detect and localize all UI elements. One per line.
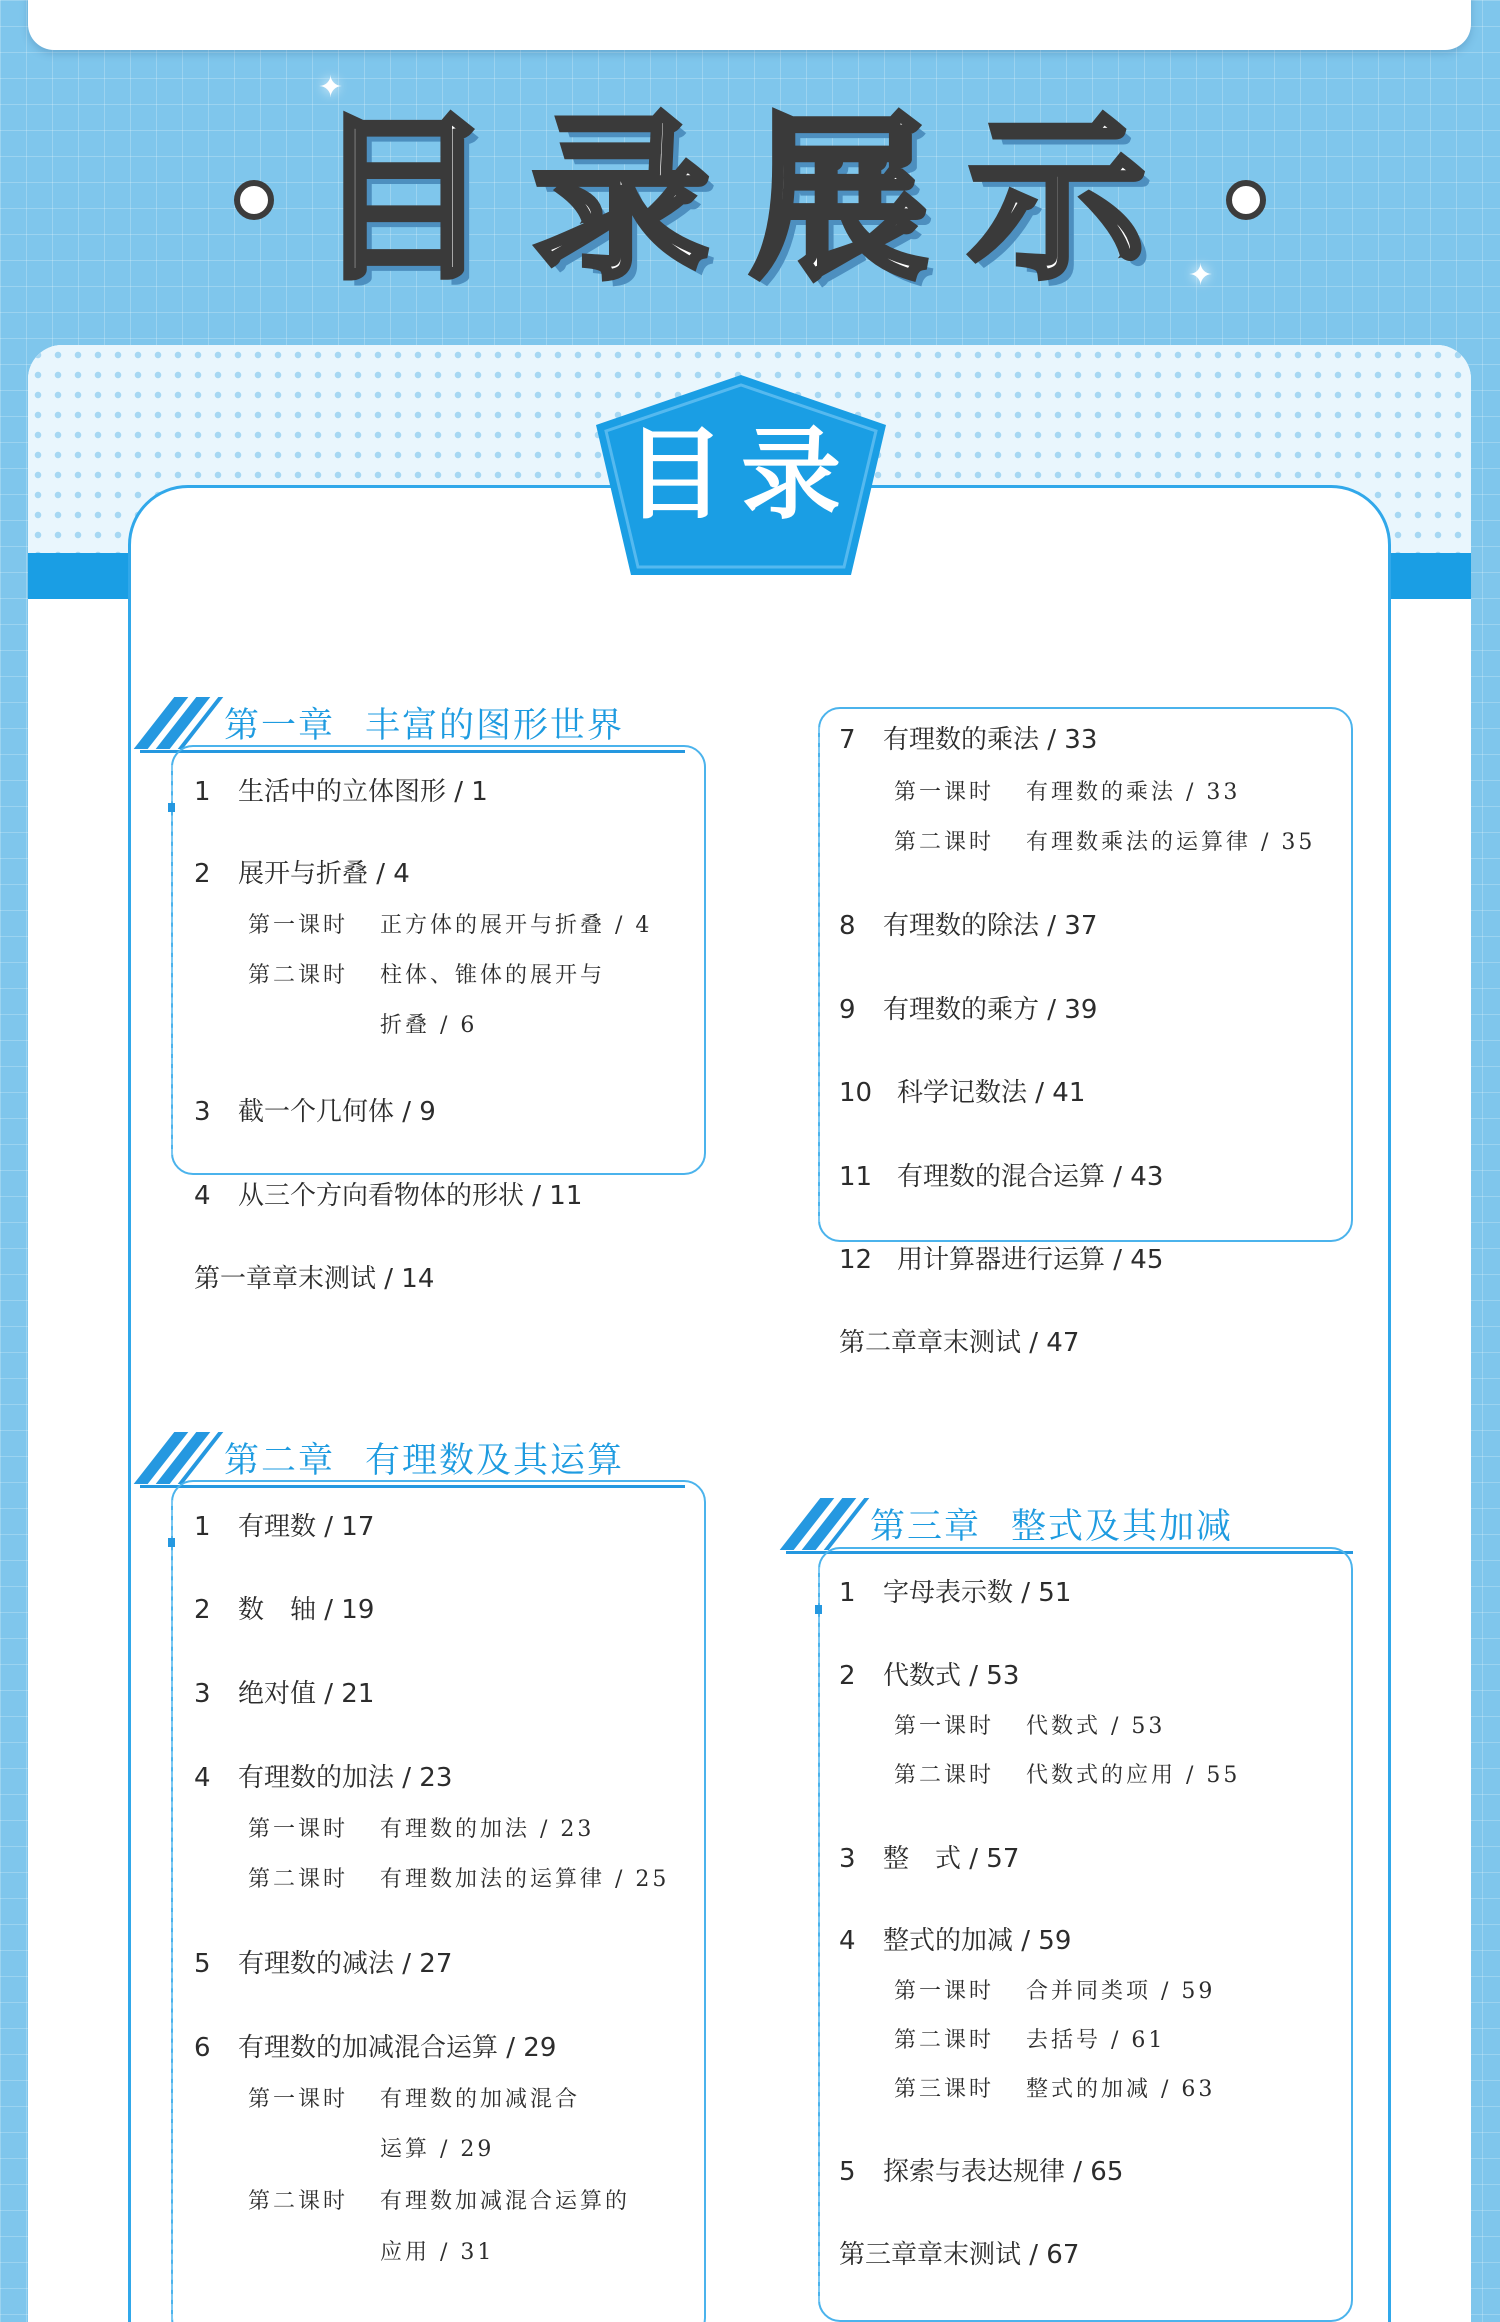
lesson-item[interactable]: 第三课时 整式的加减 / 63: [894, 2077, 1216, 2102]
list-item[interactable]: 4 整式的加减 / 59: [839, 1926, 1072, 1956]
chapter3-test[interactable]: 第三章章末测试 / 67: [839, 2240, 1080, 2270]
list-item[interactable]: 3 绝对值 / 21: [194, 1679, 375, 1709]
bullet-marker: [168, 803, 175, 812]
divider: [818, 1567, 820, 2302]
list-item[interactable]: 5 有理数的减法 / 27: [194, 1949, 453, 1979]
list-item[interactable]: 2 代数式 / 53: [839, 1661, 1020, 1691]
chapter1-test[interactable]: 第一章章末测试 / 14: [194, 1264, 435, 1294]
chapter3-heading: [786, 1498, 1233, 1550]
chapter1-heading: [140, 697, 624, 749]
bullet-marker: [815, 1605, 822, 1614]
banner-title: 目录展示: [314, 96, 1186, 303]
divider: [171, 1500, 173, 2320]
lesson-item[interactable]: 第二课时 有理数加减混合运算的: [248, 2189, 631, 2214]
list-item[interactable]: 4 有理数的加法 / 23: [194, 1763, 453, 1793]
toc-card: [28, 345, 1471, 2322]
chapter2-heading: [140, 1432, 624, 1484]
list-item[interactable]: 10 科学记数法 / 41: [839, 1078, 1086, 1108]
lesson-item[interactable]: 第一课时 正方体的展开与折叠 / 4: [248, 913, 653, 938]
top-panel: [28, 0, 1471, 50]
stripes-icon: [140, 697, 214, 749]
list-item[interactable]: 12 用计算器进行运算 / 45: [839, 1245, 1164, 1275]
list-item[interactable]: 5 探索与表达规律 / 65: [839, 2157, 1124, 2187]
list-item[interactable]: 1 字母表示数 / 51: [839, 1578, 1072, 1608]
lesson-item[interactable]: 第一课时 代数式 / 53: [894, 1714, 1166, 1739]
list-item[interactable]: 2 数 轴 / 19: [194, 1595, 375, 1625]
list-item[interactable]: 2 展开与折叠 / 4: [194, 859, 410, 889]
sparkle-icon: ✦: [1188, 258, 1214, 293]
chapter2-prefix: 第二章: [224, 1441, 336, 1481]
list-item[interactable]: 1 生活中的立体图形 / 1: [194, 777, 488, 807]
list-item[interactable]: 8 有理数的除法 / 37: [839, 911, 1098, 941]
list-item[interactable]: 6 有理数的加减混合运算 / 29: [194, 2033, 557, 2063]
chapter2-name: 有理数及其运算: [365, 1441, 625, 1481]
list-item[interactable]: 1 有理数 / 17: [194, 1512, 375, 1542]
list-item[interactable]: 3 整 式 / 57: [839, 1844, 1020, 1874]
lesson-item[interactable]: 折叠 / 6: [380, 1013, 478, 1038]
lesson-item[interactable]: 第一课时 有理数的加减混合: [248, 2087, 581, 2112]
chapter3-prefix: 第三章: [870, 1507, 982, 1547]
divider: [818, 727, 820, 1222]
toc-badge-text: 目录: [625, 416, 857, 533]
list-item[interactable]: 9 有理数的乘方 / 39: [839, 995, 1098, 1025]
lesson-item[interactable]: 第一课时 有理数的乘法 / 33: [894, 780, 1241, 805]
banner: [0, 96, 1500, 303]
list-item[interactable]: 3 截一个几何体 / 9: [194, 1097, 436, 1127]
lesson-item[interactable]: 第二课时 有理数加法的运算律 / 25: [248, 1867, 670, 1892]
lesson-item[interactable]: 第二课时 去括号 / 61: [894, 2028, 1166, 2053]
bullet-marker: [168, 1538, 175, 1547]
banner-right-dot: [1226, 180, 1266, 220]
banner-left-dot: [234, 180, 274, 220]
lesson-item[interactable]: 运算 / 29: [380, 2137, 495, 2162]
lesson-item[interactable]: 第二课时 有理数乘法的运算律 / 35: [894, 830, 1316, 855]
stripes-icon: [786, 1498, 860, 1550]
divider: [171, 765, 173, 1155]
lesson-item[interactable]: 第二课时 柱体、锥体的展开与: [248, 963, 606, 988]
lesson-item[interactable]: 应用 / 31: [380, 2240, 495, 2265]
chapter1-prefix: 第一章: [224, 706, 336, 746]
lesson-item[interactable]: 第二课时 代数式的应用 / 55: [894, 1763, 1241, 1788]
chapter1-name: 丰富的图形世界: [365, 706, 625, 746]
lesson-item[interactable]: 第一课时 合并同类项 / 59: [894, 1979, 1216, 2004]
chapter2-test[interactable]: 第二章章末测试 / 47: [839, 1328, 1080, 1358]
list-item[interactable]: 4 从三个方向看物体的形状 / 11: [194, 1181, 583, 1211]
chapter3-name: 整式及其加减: [1011, 1507, 1234, 1547]
lesson-item[interactable]: 第一课时 有理数的加法 / 23: [248, 1817, 595, 1842]
toc-badge: [576, 375, 906, 580]
list-item[interactable]: 11 有理数的混合运算 / 43: [839, 1162, 1164, 1192]
sparkle-icon: ✦: [318, 70, 344, 105]
list-item[interactable]: 7 有理数的乘法 / 33: [839, 725, 1098, 755]
stripes-icon: [140, 1432, 214, 1484]
